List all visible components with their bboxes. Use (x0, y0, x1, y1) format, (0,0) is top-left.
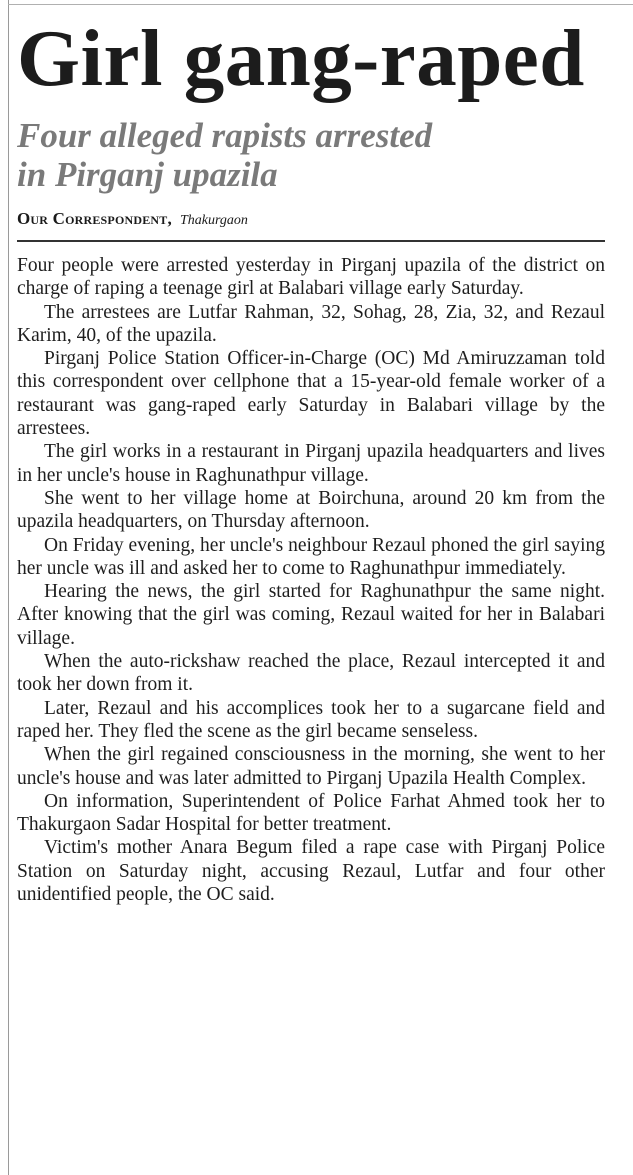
headline: Girl gang-raped (17, 13, 585, 103)
paragraph: Four people were arrested yesterday in Pirganj upazila of the district on charge of raping a teenage girl at Balabari village early Saturday. (17, 255, 605, 300)
paragraph: On information, Superintendent of Police Farhat Ahmed took her to Thakurgaon Sadar Hospital for better treatment. (17, 790, 605, 836)
subheadline-line-2: in Pirganj upazila (17, 155, 278, 194)
byline-place: Thakurgaon (179, 213, 248, 228)
paragraph: Victim's mother Anara Begum filed a rape case with Pirganj Police Station on Saturday night, accusing Rezaul, Lutfar and four other unidentified people, the OC said. (17, 837, 605, 906)
paragraph: Later, Rezaul and his accomplices took her to a sugarcane field and raped her. They fled the scene as the girl became senseless. (17, 697, 605, 742)
byline-divider (17, 240, 605, 242)
subheadline (17, 116, 617, 194)
paragraph: The girl works in a restaurant in Pirganj upazila headquarters and lives in her uncle's house in Raghunathpur village. (17, 441, 605, 486)
paragraph: Pirganj Police Station Officer-in-Charge (OC) Md Amiruzzaman told this correspondent over cellphone that a 15-year-old female worker of a restaurant was gang-raped early Saturday in Balabari village by the arrestees. (17, 348, 605, 440)
subheadline-line-1: Four alleged rapists arrested (17, 116, 433, 155)
paragraph: On Friday evening, her uncle's neighbour Rezaul phoned the girl saying her uncle was ill and asked her to come to Raghunathpur immediately. (17, 534, 605, 579)
paragraph: The arrestees are Lutfar Rahman, 32, Sohag, 28, Zia, 32, and Rezaul Karim, 40, of the upazila. (17, 301, 605, 346)
byline-name: Our Correspondent, (17, 209, 172, 228)
paragraph: When the auto-rickshaw reached the place, Rezaul intercepted it and took her down from it. (17, 651, 605, 696)
column-border-left (8, 0, 9, 1175)
article-body (17, 254, 605, 906)
paragraph: She went to her village home at Boirchuna, around 20 km from the upazila headquarters, on Thursday afternoon. (17, 487, 605, 533)
byline (17, 209, 248, 231)
paragraph: When the girl regained consciousness in the morning, she went to her uncle's house and was later admitted to Pirganj Upazila Health Complex. (17, 744, 605, 789)
column-border-top (8, 4, 633, 5)
paragraph: Hearing the news, the girl started for Raghunathpur the same night. After knowing that the girl was coming, Rezaul waited for her in Balabari village. (17, 581, 605, 649)
